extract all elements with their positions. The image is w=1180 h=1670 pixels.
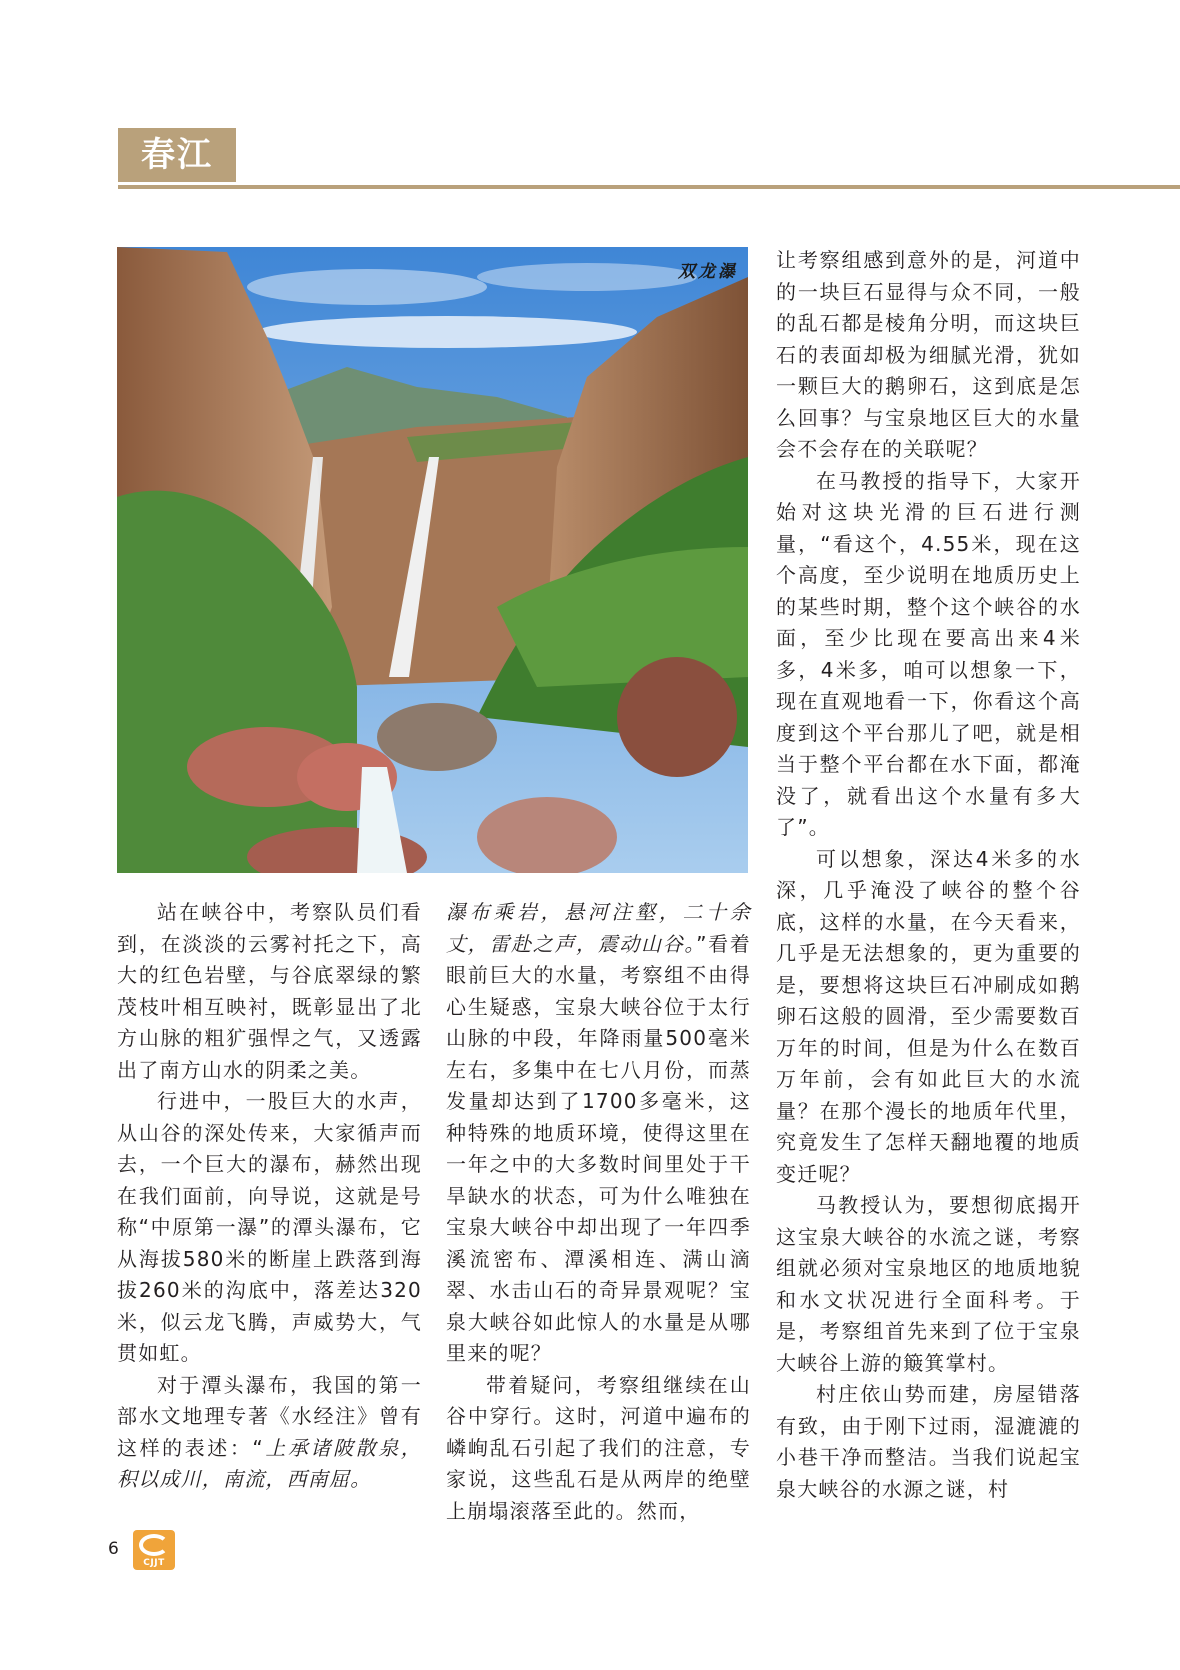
waterfall-illustration <box>117 247 748 873</box>
publication-logo-icon <box>133 1530 175 1570</box>
quote-text: 瀑布乘岩，悬河注壑，二十余丈，雷赴之声，震动山谷。 <box>446 900 751 956</box>
paragraph: 在马教授的指导下，大家开始对这块光滑的巨石进行测量，“看这个，4.55米，现在这个高度，至少说明在地质历史上的某些时期，整个这个峡谷的水面，至少比现在要高出来4米多，4米多，咱可以想象一下，现在直观地看一下，你看这个高度到这个平台那儿了吧，就是相当于整个平台都在水下面，都淹没了，就看出这个水量有多大了”。 <box>776 468 1081 839</box>
text-column-3 <box>776 245 1081 1505</box>
paragraph: 村庄依山势而建，房屋错落有致，由于刚下过雨，湿漉漉的小巷干净而整洁。当我们说起宝泉大峡谷的水源之谜，村 <box>776 1382 1081 1501</box>
logo-text: CJJT <box>143 1558 165 1568</box>
paragraph: 让考察组感到意外的是，河道中的一块巨石显得与众不同，一般的乱石都是棱角分明，而这块巨石的表面却极为细腻光滑，犹如一颗巨大的鹅卵石，这到底是怎么回事？与宝泉地区巨大的水量会不会存在的关联呢？ <box>776 248 1081 461</box>
text-column-2 <box>446 897 751 1527</box>
paragraph: 马教授认为，要想彻底揭开这宝泉大峡谷的水流之谜，考察组就必须对宝泉地区的地质地貌和水文状况进行全面科考。于是，考察组首先来到了位于宝泉大峡谷上游的簸箕掌村。 <box>776 1193 1081 1375</box>
paragraph: 带着疑问，考察组继续在山谷中穿行。这时，河道中遍布的嶙峋乱石引起了我们的注意，专家说，这些乱石是从两岸的绝壁上崩塌滚落至此的。然而， <box>446 1372 751 1523</box>
quote-text: 上承诸陂散泉，积以成川，南流，西南屈。 <box>117 1435 422 1491</box>
paragraph: 站在峡谷中，考察队员们看到，在淡淡的云雾衬托之下，高大的红色岩壁，与谷底翠绿的繁茂枝叶相互映衬，既彰显出了北方山脉的粗犷强悍之气，又透露出了南方山水的阴柔之美。 <box>117 900 422 1082</box>
page-number: 6 <box>108 1539 119 1559</box>
logo-mark-icon <box>139 1534 169 1556</box>
paragraph-text: 对于潭头瀑布，我国的第一部水文地理专著《水经注》曾有这样的表述：“ <box>117 1372 422 1460</box>
section-tag: 春江 <box>118 128 236 182</box>
waterfall-photo <box>117 247 748 873</box>
photo-caption: 双龙瀑 <box>678 262 738 282</box>
paragraph <box>446 897 751 1370</box>
paragraph: 行进中，一股巨大的水声，从山谷的深处传来，大家循声而去，一个巨大的瀑布，赫然出现在我们面前，向导说，这就是号称“中原第一瀑”的潭头瀑布，它从海拔580米的断崖上跌落到海拔260米的沟底中，落差达320米，似云龙飞腾，声威势大，气贯如虹。 <box>117 1089 422 1365</box>
text-column-1 <box>117 897 422 1496</box>
paragraph <box>117 1370 422 1496</box>
paragraph: 可以想象，深达4米多的水深，几乎淹没了峡谷的整个谷底，这样的水量，在今天看来，几乎是无法想象的，更为重要的是，要想将这块巨石冲刷成如鹅卵石这般的圆滑，至少需要数百万年的时间，但是为什么在数百万年前，会有如此巨大的水流量？在那个漫长的地质年代里，究竟发生了怎样天翻地覆的地质变迁呢？ <box>776 846 1081 1186</box>
header-rule <box>118 185 1180 189</box>
paragraph-text: ”看着眼前巨大的水量，考察组不由得心生疑惑，宝泉大峡谷位于太行山脉的中段，年降雨量500毫米左右，多集中在七八月份，而蒸发量却达到了1700多毫米，这种特殊的地质环境，使得这里在一年之中的大多数时间里处于干旱缺水的状态，可为什么唯独在宝泉大峡谷中却出现了一年四季溪流密布、潭溪相连、满山滴翠、水击山石的奇异景观呢？宝泉大峡谷如此惊人的水量是从哪里来的呢？ <box>446 931 752 1365</box>
